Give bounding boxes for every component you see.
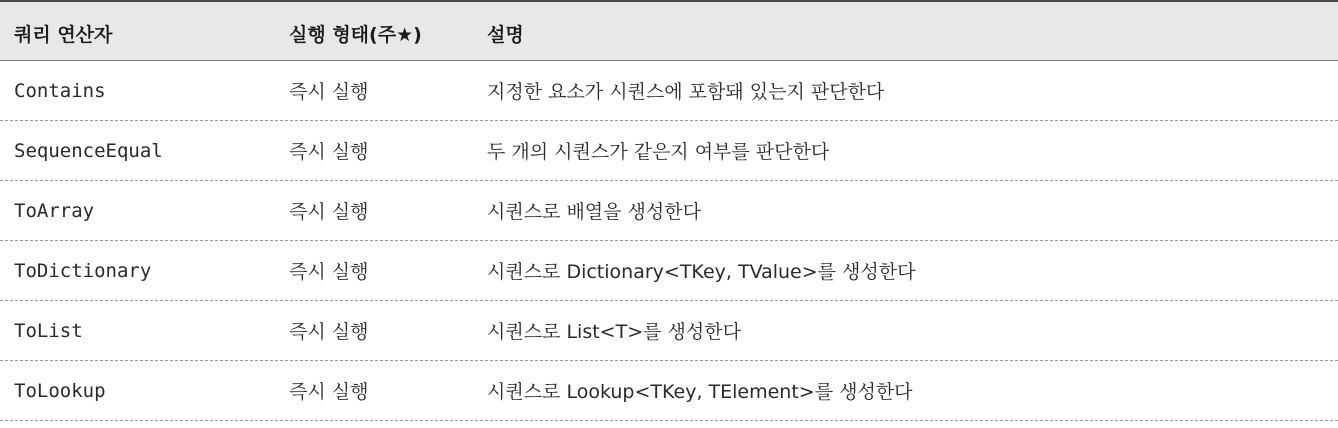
- operator-cell: ToLookup: [14, 379, 106, 402]
- table-row: [0, 181, 1338, 241]
- description-cell: 시퀀스로 Lookup<TKey, TElement>를 생성한다: [487, 381, 913, 403]
- operator-cell: ToArray: [14, 199, 95, 222]
- execution-cell: 즉시 실행: [289, 321, 369, 343]
- description-cell: 시퀀스로 List<T>를 생성한다: [487, 321, 741, 343]
- operator-cell: ToList: [14, 319, 83, 342]
- table-row: [0, 121, 1338, 181]
- operator-cell: SequenceEqual: [14, 139, 163, 162]
- header-description: 설명: [487, 23, 524, 46]
- execution-cell: 즉시 실행: [289, 261, 369, 283]
- description-cell: 시퀀스로 Dictionary<TKey, TValue>를 생성한다: [487, 261, 916, 283]
- table-row: [0, 61, 1338, 121]
- table-row: [0, 241, 1338, 301]
- description-cell: 지정한 요소가 시퀀스에 포함돼 있는지 판단한다: [487, 81, 885, 103]
- execution-cell: 즉시 실행: [289, 381, 369, 403]
- table-header: [0, 0, 1338, 61]
- header-operator: 쿼리 연산자: [14, 23, 113, 46]
- table-row: [0, 301, 1338, 361]
- description-cell: 시퀀스로 배열을 생성한다: [487, 201, 701, 223]
- execution-cell: 즉시 실행: [289, 201, 369, 223]
- operator-cell: ToDictionary: [14, 259, 152, 282]
- header-execution: 실행 형태(주★): [289, 23, 422, 46]
- description-cell: 두 개의 시퀀스가 같은지 여부를 판단한다: [487, 141, 830, 163]
- operator-cell: Contains: [14, 79, 106, 102]
- table-row: [0, 361, 1338, 421]
- execution-cell: 즉시 실행: [289, 141, 369, 163]
- execution-cell: 즉시 실행: [289, 81, 369, 103]
